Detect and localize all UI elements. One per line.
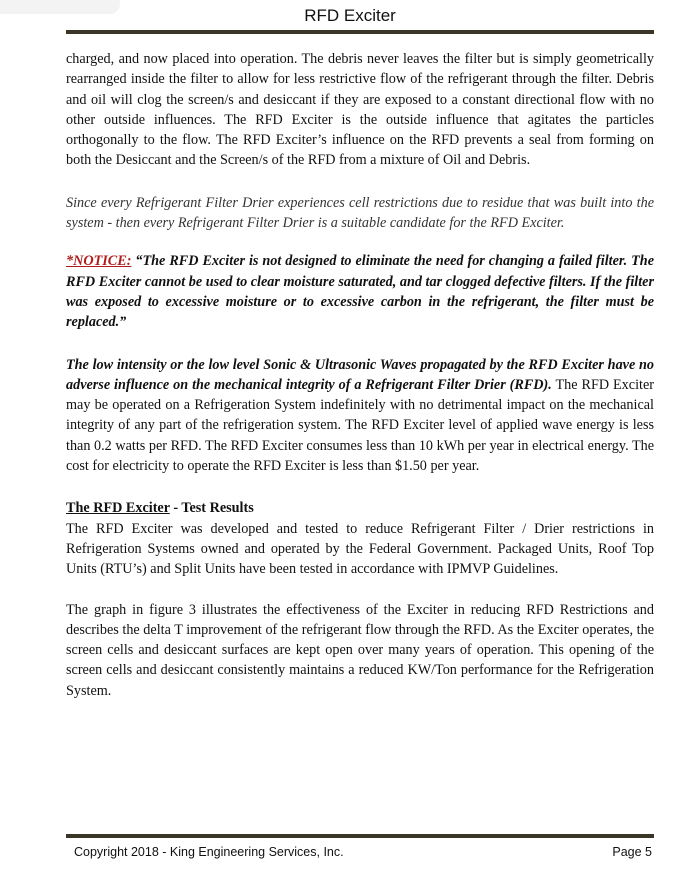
header-rule (66, 30, 654, 34)
paragraph-graph: The graph in figure 3 illustrates the effectiveness of the Exciter in reducing RFD Restrictions and describes the delta T improvement of the refrigerant flow through the RFD. As the Exciter operates, the screen cells and desiccant surfaces are kept open over many years of operation. This opening of the screen cells and desiccant consistently maintains a reduced KW/Ton performance for the Refrigeration System. (66, 601, 654, 699)
paragraph-wave-energy (66, 355, 654, 477)
footer-copyright: Copyright 2018 - King Engineering Services, Inc. (74, 845, 344, 859)
paragraph-candidate: Since every Refrigerant Filter Drier experiences cell restrictions due to residue that was built into the system - then every Refrigerant Filter Drier is a suitable candidate for the RFD Exciter. (66, 194, 654, 232)
section-heading-underlined: The RFD Exciter (66, 500, 170, 517)
wave-energy-emphasis: The low intensity or the low level Sonic & Ultrasonic Waves propagated by the RFD Exciter have no adverse influence on the mechanical integrity of a Refrigerant Filter Drier (RFD). (66, 356, 654, 393)
section-heading (66, 498, 654, 518)
notice-text: “The RFD Exciter is not designed to eliminate the need for changing a failed filter. The RFD Exciter cannot be used to clear moisture saturated, and tar clogged defective filters. If the filter was exposed to excessive moisture or to excessive carbon in the refrigerant, the filter must be replaced.” (66, 253, 654, 331)
notice-paragraph (66, 251, 654, 332)
paragraph-debris: charged, and now placed into operation. The debris never leaves the filter but is simply geometrically rearranged inside the filter to allow for less restrictive flow of the refrigerant through the filter. Debris and oil will clog the screen/s and desiccant if they are exposed to a constant directional flow with no other outside influences. The RFD Exciter is the outside influence that agitates the particles orthogonally to the flow. The RFD Exciter’s influence on the RFD prevents a seal from forming on both the Desiccant and the Screen/s of the RFD from a mixture of Oil and Debris. (66, 51, 654, 169)
page-content (66, 49, 654, 701)
section-heading-rest: - Test Results (169, 500, 254, 517)
page-header-title: RFD Exciter (304, 6, 396, 25)
notice-label: *NOTICE: (66, 253, 132, 270)
test-results-section (66, 498, 654, 579)
wave-energy-text: The RFD Exciter may be operated on a Refrigeration System indefinitely with no detrimental impact on the mechanical integrity of any part of the refrigeration system. The RFD Exciter level of applied wave energy is less than 0.2 watts per RFD. The RFD Exciter consumes less than 10 kWh per year in electrical energy. The cost for electricity to operate the RFD Exciter is less than $1.50 per year. (66, 376, 654, 475)
paragraph-test-results: The RFD Exciter was developed and tested to reduce Refrigerant Filter / Drier restrictions in Refrigeration Systems owned and operated by the Federal Government. Packaged Units, Roof Top Units (RTU’s) and Split Units have been tested in accordance with IPMVP Guidelines. (66, 520, 654, 578)
footer-rule (66, 834, 654, 838)
footer-page-number: Page 5 (612, 845, 652, 859)
